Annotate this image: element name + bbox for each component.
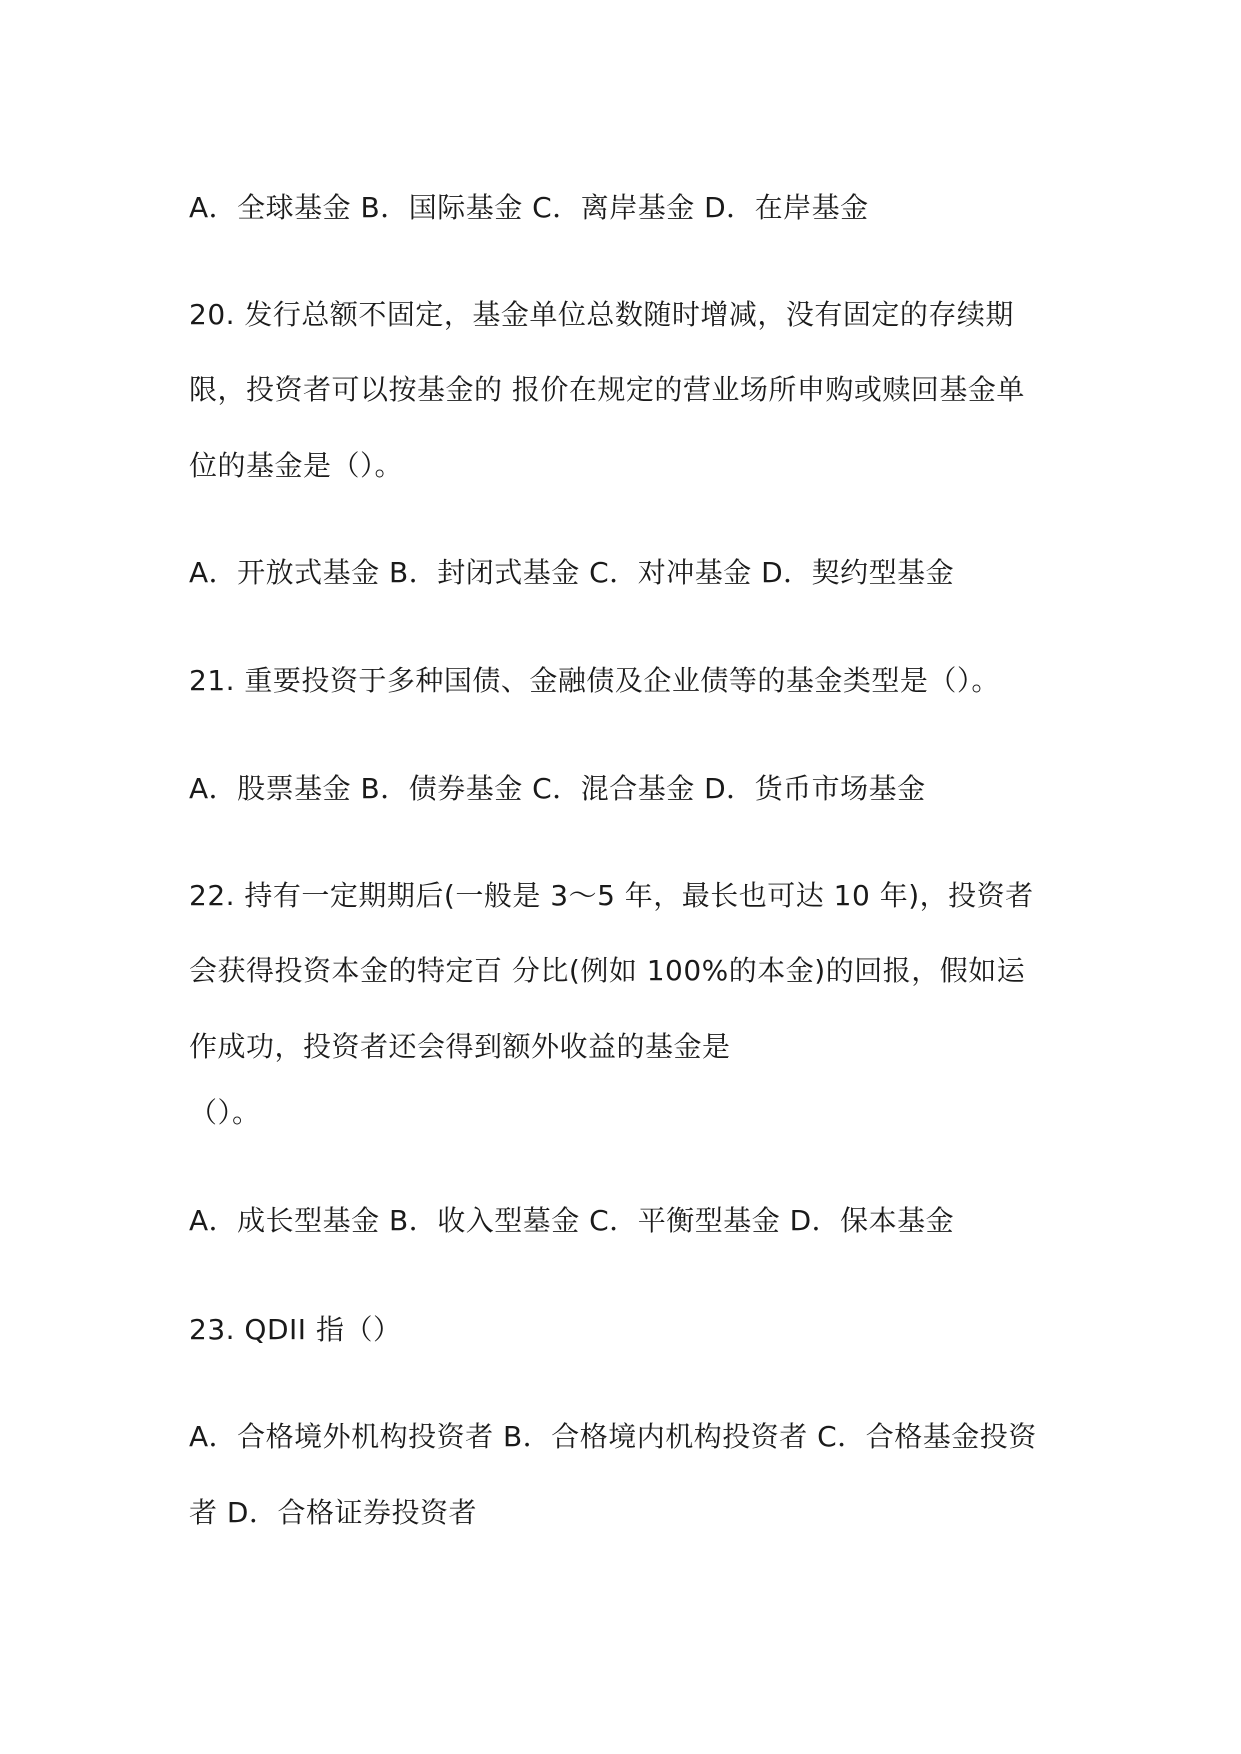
q19-options: A．全球基金 B．国际基金 C．离岸基金 D．在岸基金 (189, 191, 869, 224)
q20-text-line-2: 限，投资者可以按基金的 报价在规定的营业场所申购或赎回基金单 (189, 373, 1025, 406)
q20-text-line-3: 位的基金是（）。 (189, 449, 404, 482)
q23-options-line-2: 者 D．合格证券投资者 (189, 1496, 477, 1529)
q21-text: 21. 重要投资于多种国债、金融债及企业债等的基金类型是（）。 (189, 664, 1000, 697)
q22-text-line-2: 会获得投资本金的特定百 分比(例如 100%的本金)的回报，假如运 (189, 954, 1026, 987)
q22-text-line-1: 22. 持有一定期期后(一般是 3～5 年，最长也可达 10 年)，投资者 (189, 879, 1034, 912)
q23-options-line-1: A．合格境外机构投资者 B．合格境内机构投资者 C．合格基金投资 (189, 1420, 1037, 1453)
q22-options: A．成长型基金 B．收入型墓金 C．平衡型基金 D．保本基金 (189, 1204, 955, 1237)
q20-options: A．开放式基金 B．封闭式基金 C．对冲基金 D．契约型基金 (189, 556, 955, 589)
q21-options: A．股票基金 B．债券基金 C．混合基金 D．货币市场基金 (189, 772, 926, 805)
q23-text: 23. QDII 指（） (189, 1313, 402, 1346)
q22-text-line-4: （）。 (189, 1096, 261, 1129)
q20-text-line-1: 20. 发行总额不固定，基金单位总数随时增减，没有固定的存续期 (189, 298, 1014, 331)
q22-text-line-3: 作成功，投资者还会得到额外收益的基金是 (189, 1030, 731, 1063)
